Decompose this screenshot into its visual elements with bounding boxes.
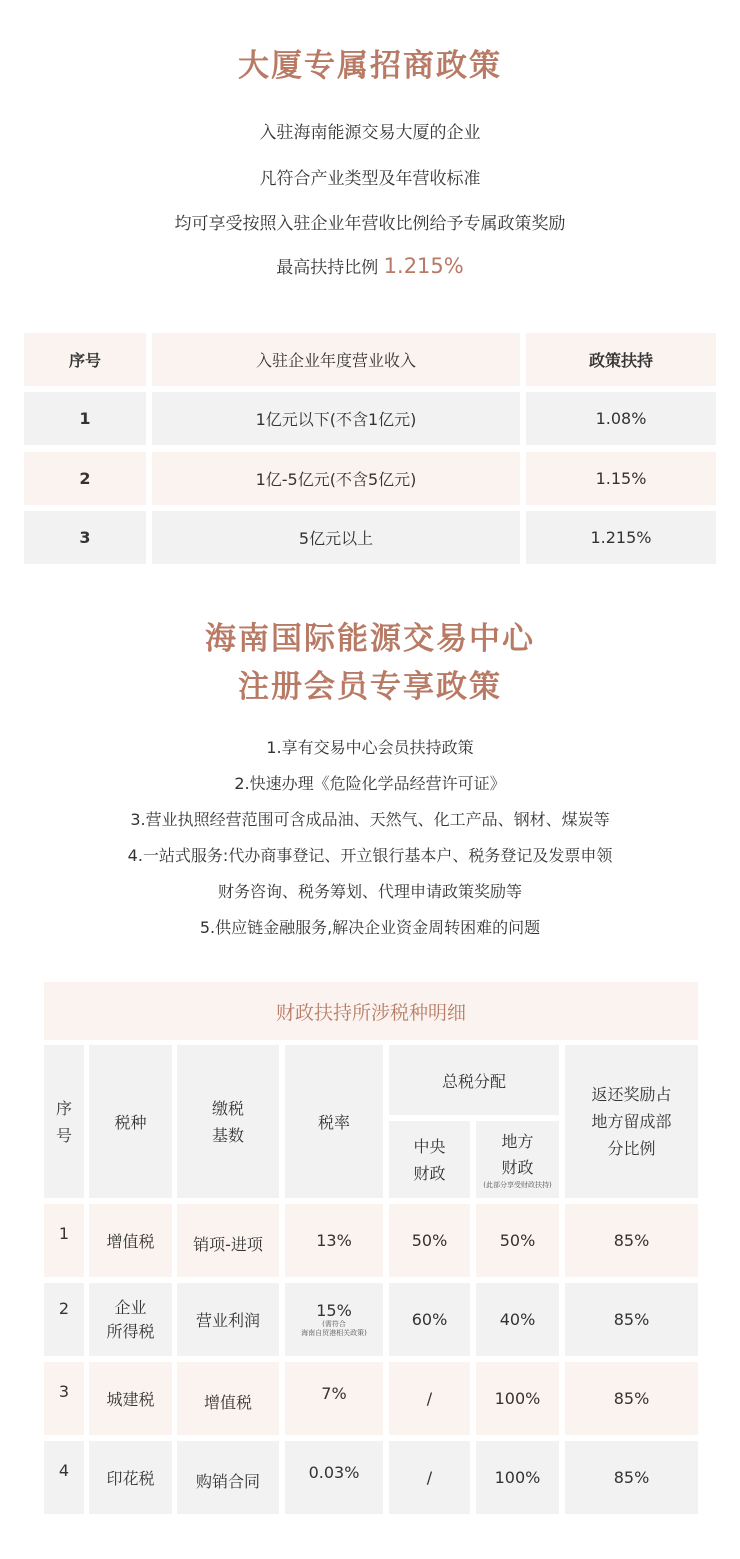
table2-row1-base: 销项-进项	[177, 1204, 279, 1277]
section2-title-line1: 海南国际能源交易中心	[205, 621, 535, 657]
section1-title: 大厦专属招商政策	[238, 48, 502, 84]
table2-header-no-1: 序	[55, 1098, 72, 1118]
table2-header-central	[389, 1121, 470, 1198]
table2-row2-reward: 85%	[565, 1283, 698, 1356]
table2-row4-central: /	[389, 1441, 470, 1514]
table2-header-base	[177, 1045, 279, 1198]
table2-row3-no: 3	[44, 1362, 84, 1435]
table2-header-rate: 税率	[285, 1045, 383, 1198]
table2-row4-tax: 印花税	[89, 1441, 172, 1514]
table1-row2-no: 2	[24, 452, 146, 505]
table2-row1-no: 1	[44, 1204, 84, 1277]
table2-header-local	[476, 1121, 559, 1198]
table2-header-local-note: (此部分享受财政扶持)	[483, 1181, 552, 1189]
policy-item-3: 3.营业执照经营范围可含成品油、天然气、化工产品、钢材、煤炭等	[130, 810, 610, 829]
policy-item-4-cont: 财务咨询、税务筹划、代理申请政策奖励等	[217, 882, 522, 901]
table2-row4-rate: 0.03%	[285, 1441, 383, 1514]
table2-row3-base: 增值税	[177, 1362, 279, 1435]
section2-title-line2: 注册会员专享政策	[238, 669, 502, 705]
table2-row2-rate	[285, 1283, 383, 1356]
table2-row4-local: 100%	[476, 1441, 559, 1514]
table2-title: 财政扶持所涉税种明细	[44, 982, 698, 1040]
table2-header-reward-1: 返还奖励占	[591, 1085, 672, 1104]
max-support-value: 1.215%	[383, 254, 464, 278]
table2-header-central-2: 财政	[413, 1163, 446, 1183]
table2-row2-rate-note-1: (需符合	[322, 1320, 346, 1328]
intro-line-2: 凡符合产业类型及年营收标准	[259, 169, 481, 189]
table2-row3-reward: 85%	[565, 1362, 698, 1435]
table2-header-no	[44, 1045, 84, 1198]
table2-header-local-2: 财政	[501, 1158, 534, 1177]
table1-row2-support: 1.15%	[526, 452, 716, 505]
table1-row3-no: 3	[24, 511, 146, 564]
table2-row3-local: 100%	[476, 1362, 559, 1435]
policy-item-1: 1.享有交易中心会员扶持政策	[266, 738, 474, 757]
table2-header-tax-type: 税种	[89, 1045, 172, 1198]
table1-row1-support: 1.08%	[526, 392, 716, 445]
table1-row3-support: 1.215%	[526, 511, 716, 564]
table2-row2-central: 60%	[389, 1283, 470, 1356]
table2-row4-no: 4	[44, 1441, 84, 1514]
table1-row2-income: 1亿-5亿元(不含5亿元)	[152, 452, 520, 505]
table2-row2-no: 2	[44, 1283, 84, 1356]
table2-header-reward	[565, 1045, 698, 1198]
table1-row3-income: 5亿元以上	[152, 511, 520, 564]
table2-row1-local: 50%	[476, 1204, 559, 1277]
policy-item-4: 4.一站式服务:代办商事登记、开立银行基本户、税务登记及发票申领	[127, 846, 613, 865]
table2-header-local-1: 地方	[501, 1132, 534, 1151]
table1-row1-income: 1亿元以下(不含1亿元)	[152, 392, 520, 445]
table2-row4-reward: 85%	[565, 1441, 698, 1514]
table2-header-base-2: 基数	[211, 1125, 244, 1145]
table2-header-base-1: 缴税	[211, 1098, 244, 1118]
table2-header-reward-2: 地方留成部	[591, 1112, 672, 1131]
table2-header-no-2: 号	[55, 1125, 72, 1145]
intro-line-3: 均可享受按照入驻企业年营收比例给予专属政策奖励	[174, 214, 566, 234]
table2-row1-reward: 85%	[565, 1204, 698, 1277]
table2-row2-tax	[89, 1283, 172, 1356]
table2-row4-base: 购销合同	[177, 1441, 279, 1514]
table2-header-alloc: 总税分配	[389, 1045, 559, 1115]
table1-header-income: 入驻企业年度营业收入	[152, 333, 520, 386]
table2-row3-tax: 城建税	[89, 1362, 172, 1435]
table2-row3-central: /	[389, 1362, 470, 1435]
table2-header-reward-3: 分比例	[607, 1139, 656, 1158]
table2-row2-tax-2: 所得税	[106, 1321, 155, 1341]
max-support-label: 最高扶持比例	[276, 258, 379, 278]
table2-row2-tax-1: 企业	[114, 1297, 147, 1317]
table1-row1-no: 1	[24, 392, 146, 445]
table2-row2-rate-note-2: 海南自贸港相关政策)	[301, 1329, 367, 1337]
table1-header-support: 政策扶持	[526, 333, 716, 386]
policy-item-2: 2.快速办理《危险化学品经营许可证》	[234, 774, 506, 793]
table2-row2-local: 40%	[476, 1283, 559, 1356]
table2-row1-rate: 13%	[285, 1204, 383, 1277]
max-support-line	[0, 253, 740, 278]
table2-row1-tax: 增值税	[89, 1204, 172, 1277]
intro-line-1: 入驻海南能源交易大厦的企业	[259, 123, 481, 143]
table2-row1-central: 50%	[389, 1204, 470, 1277]
table1-header-no: 序号	[24, 333, 146, 386]
table2-row2-base: 营业利润	[177, 1283, 279, 1356]
policy-item-5: 5.供应链金融服务,解决企业资金周转困难的问题	[199, 918, 541, 937]
table2-header-central-1: 中央	[413, 1136, 446, 1156]
table2-row3-rate: 7%	[285, 1362, 383, 1435]
table2-row2-rate-value: 15%	[316, 1301, 352, 1320]
